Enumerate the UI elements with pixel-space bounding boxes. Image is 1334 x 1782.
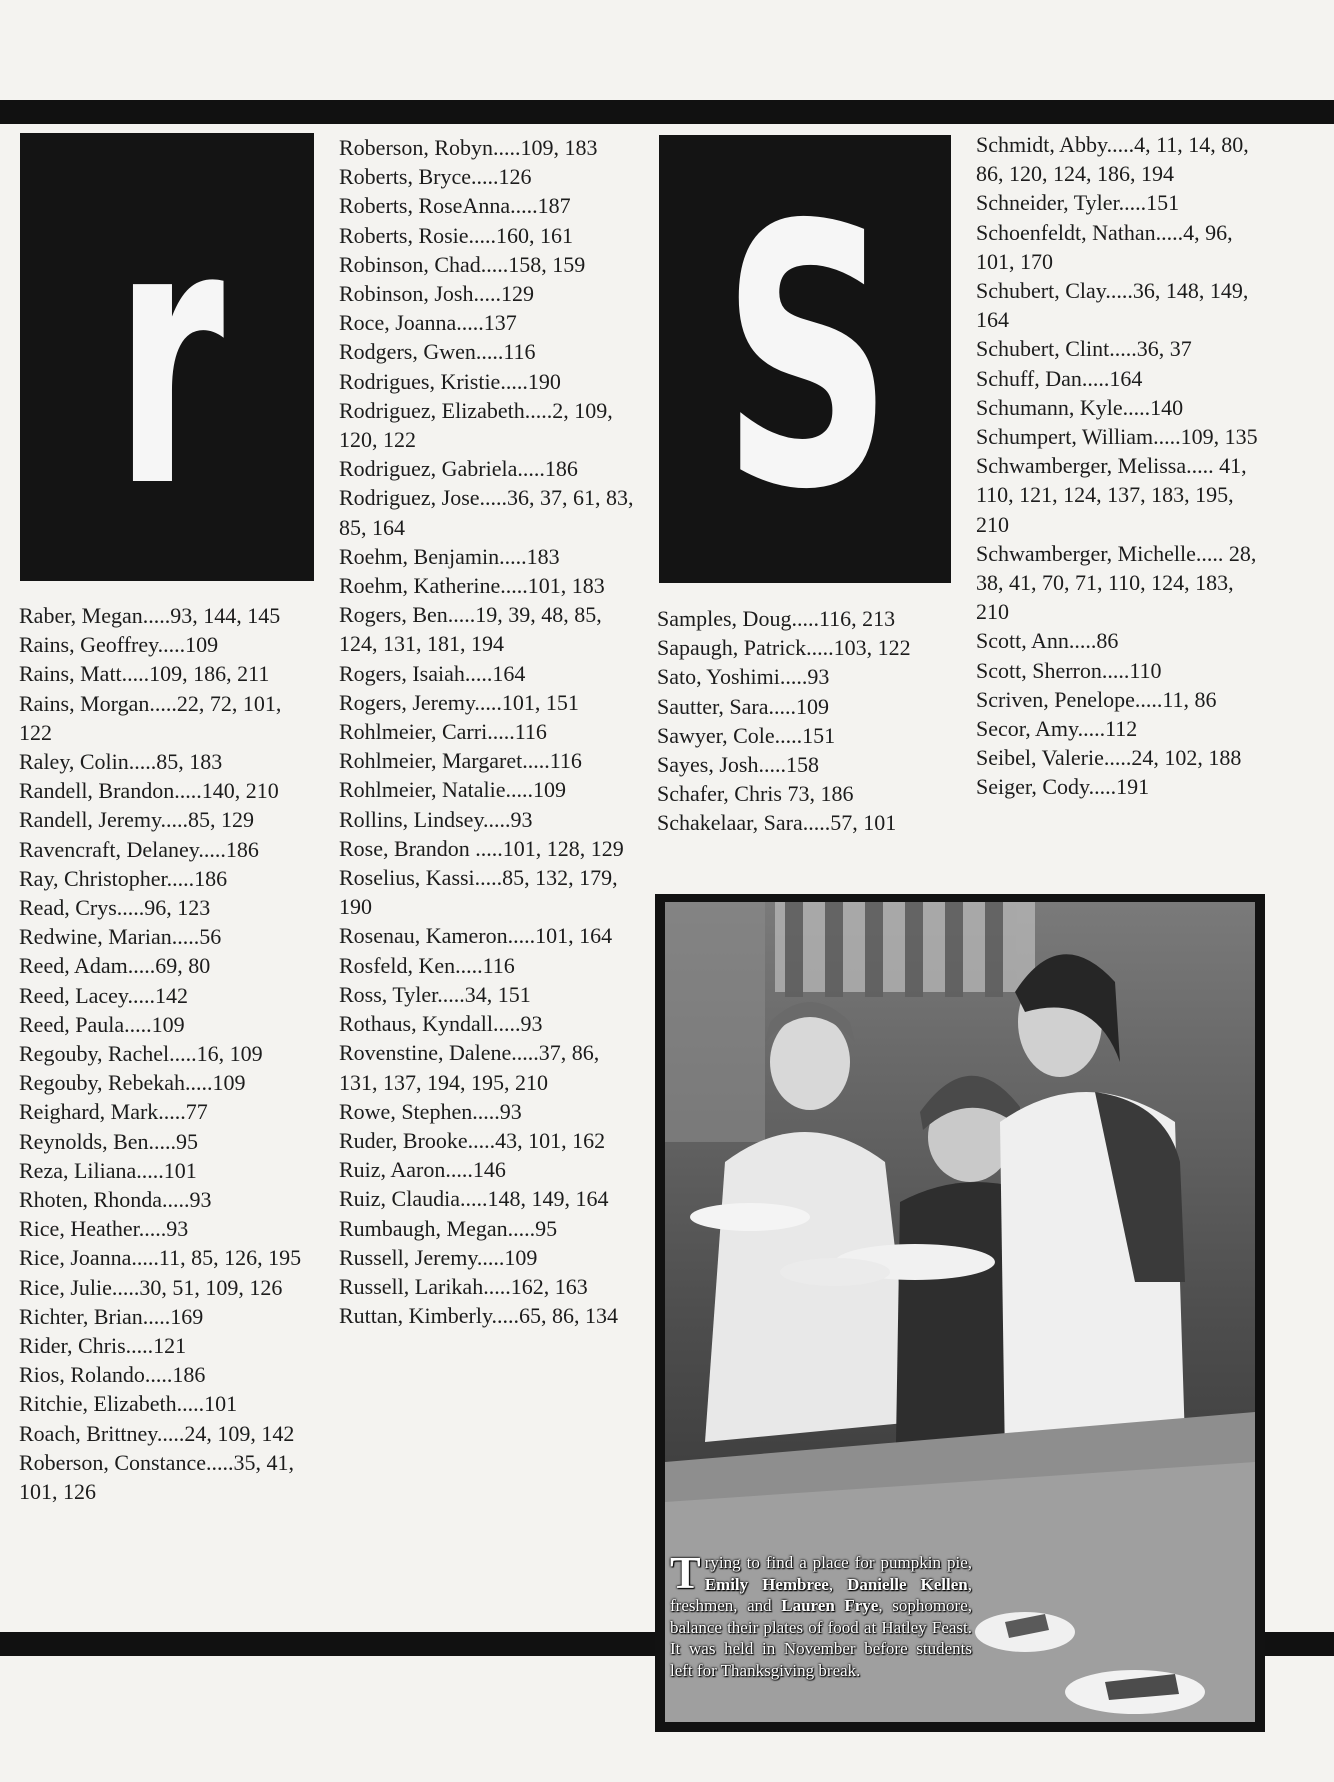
caption-drop-cap: T <box>670 1547 701 1598</box>
index-entry: Ravencraft, Delaney.....186 <box>19 836 259 862</box>
caption-text-3: , sophomore, balance their plates of food at Hatley Feast. It was held in November before students left for Thanksgiving break. <box>670 1596 972 1680</box>
index-entry: Roberson, Robyn.....109, 183 <box>339 135 598 160</box>
index-entry: Schwamberger, Michelle..... 28, 38, 41, 70, 71, 110, 124, 183, 210 <box>976 540 1257 625</box>
index-entry: Reed, Paula.....109 <box>19 1011 185 1037</box>
index-entry: Sautter, Sara.....109 <box>657 693 830 719</box>
index-entry: Sawyer, Cole.....151 <box>657 722 836 748</box>
index-entry: Russell, Jeremy.....109 <box>339 1244 538 1270</box>
index-entry: Rose, Brandon .....101, 128, 129 <box>339 835 624 861</box>
index-entry: Roach, Brittney.....24, 109, 142 <box>19 1420 295 1446</box>
index-entry: Samples, Doug.....116, 213 <box>657 606 896 631</box>
caption-text-1: rying to find a place for pumpkin pie, <box>704 1553 972 1572</box>
index-entry: Rodriguez, Elizabeth.....2, 109, 120, 122 <box>339 397 613 453</box>
index-entry: Rice, Julie.....30, 51, 109, 126 <box>19 1274 283 1300</box>
caption-name-1: Emily Hembree <box>704 1574 829 1594</box>
top-divider-bar <box>0 100 1334 124</box>
index-entry: Rice, Heather.....93 <box>19 1216 189 1242</box>
index-entry: Richter, Brian.....169 <box>19 1303 204 1329</box>
index-entry: Rovenstine, Dalene.....37, 86, 131, 137, 194, 195, 210 <box>339 1040 600 1095</box>
index-entry: Rains, Morgan.....22, 72, 101, 122 <box>19 690 282 745</box>
index-entry: Randell, Brandon.....140, 210 <box>19 778 279 804</box>
index-entry: Schakelaar, Sara.....57, 101 <box>657 810 897 836</box>
index-entry: Rothaus, Kyndall.....93 <box>339 1011 543 1037</box>
index-entry: Russell, Larikah.....162, 163 <box>339 1273 588 1299</box>
index-entry: Rains, Geoffrey.....109 <box>19 632 219 658</box>
index-entry: Ruttan, Kimberly.....65, 86, 134 <box>339 1303 619 1329</box>
index-entry: Seibel, Valerie.....24, 102, 188 <box>976 745 1242 771</box>
index-entry: Rains, Matt.....109, 186, 211 <box>19 661 270 687</box>
index-entry: Reza, Liliana.....101 <box>19 1157 197 1183</box>
index-entry: Read, Crys.....96, 123 <box>19 895 211 921</box>
index-entry: Scott, Ann.....86 <box>976 628 1119 654</box>
index-entry: Raber, Megan.....93, 144, 145 <box>19 603 281 628</box>
index-entry: Ruiz, Claudia.....148, 149, 164 <box>339 1186 609 1212</box>
index-entry: Roberts, RoseAnna.....187 <box>339 193 571 219</box>
index-entry: Roberson, Constance.....35, 41, 101, 126 <box>19 1449 294 1505</box>
index-column-3 <box>657 604 955 838</box>
section-letter-s <box>659 135 951 583</box>
index-entry: Reighard, Mark.....77 <box>19 1099 208 1125</box>
index-entry: Schumann, Kyle.....140 <box>976 394 1184 420</box>
index-entry: Ruiz, Aaron.....146 <box>339 1157 506 1183</box>
index-entry: Ross, Tyler.....34, 151 <box>339 981 531 1007</box>
index-entry: Raley, Colin.....85, 183 <box>19 749 223 775</box>
index-entry: Reed, Adam.....69, 80 <box>19 953 211 979</box>
index-entry: Sapaugh, Patrick.....103, 122 <box>657 635 911 661</box>
index-entry: Roberts, Bryce.....126 <box>339 164 532 190</box>
index-entry: Rogers, Ben.....19, 39, 48, 85, 124, 131, 181, 194 <box>339 602 602 657</box>
index-entry: Robinson, Chad.....158, 159 <box>339 251 586 277</box>
index-entry: Rogers, Jeremy.....101, 151 <box>339 689 579 715</box>
index-entry: Rodgers, Gwen.....116 <box>339 339 536 365</box>
index-entry: Roselius, Kassi.....85, 132, 179, 190 <box>339 865 618 920</box>
index-entry: Rice, Joanna.....11, 85, 126, 195 <box>19 1245 302 1271</box>
index-entry: Sato, Yoshimi.....93 <box>657 664 830 690</box>
index-entry: Schubert, Clay.....36, 148, 149, 164 <box>976 278 1249 333</box>
index-entry: Randell, Jeremy.....85, 129 <box>19 807 255 833</box>
index-entry: Rosfeld, Ken.....116 <box>339 952 515 978</box>
index-entry: Rhoten, Rhonda.....93 <box>19 1187 212 1213</box>
index-entry: Rogers, Isaiah.....164 <box>339 660 526 686</box>
index-entry: Schneider, Tyler.....151 <box>976 190 1180 216</box>
index-entry: Robinson, Josh.....129 <box>339 281 534 307</box>
index-entry: Roehm, Benjamin.....183 <box>339 543 560 569</box>
index-entry: Schumpert, William.....109, 135 <box>976 424 1258 450</box>
index-entry: Sayes, Josh.....158 <box>657 752 819 778</box>
index-entry: Roehm, Katherine.....101, 183 <box>339 573 605 599</box>
index-entry: Ruder, Brooke.....43, 101, 162 <box>339 1127 606 1153</box>
index-entry: Roberts, Rosie.....160, 161 <box>339 222 574 248</box>
section-letter-r <box>20 133 314 581</box>
caption-name-2: Danielle Kellen <box>847 1574 968 1594</box>
photo-caption <box>670 1547 972 1681</box>
index-entry: Ritchie, Elizabeth.....101 <box>19 1391 238 1417</box>
index-entry: Regouby, Rebekah.....109 <box>19 1070 246 1096</box>
index-entry: Scott, Sherron.....110 <box>976 657 1162 683</box>
index-entry: Schafer, Chris 73, 186 <box>657 781 854 807</box>
index-entry: Schoenfeldt, Nathan.....4, 96, 101, 170 <box>976 219 1233 274</box>
index-entry: Rollins, Lindsey.....93 <box>339 806 533 832</box>
index-entry: Regouby, Rachel.....16, 109 <box>19 1041 263 1067</box>
index-entry: Rumbaugh, Megan.....95 <box>339 1215 558 1241</box>
index-entry: Rodriguez, Gabriela.....186 <box>339 456 578 482</box>
index-entry: Schubert, Clint.....36, 37 <box>976 336 1192 362</box>
index-entry: Rios, Rolando.....186 <box>19 1362 206 1388</box>
index-entry: Rider, Chris.....121 <box>19 1333 187 1359</box>
letter-s-glyph: S <box>722 149 888 568</box>
index-entry: Roce, Joanna.....137 <box>339 310 517 336</box>
caption-text-2: , freshmen, and <box>670 1574 972 1615</box>
index-entry: Rosenau, Kameron.....101, 164 <box>339 923 613 949</box>
index-entry: Seiger, Cody.....191 <box>976 774 1150 800</box>
index-column-4 <box>976 130 1266 802</box>
index-entry: Reed, Lacey.....142 <box>19 982 189 1008</box>
index-entry: Ray, Christopher.....186 <box>19 865 228 891</box>
index-entry: Rohlmeier, Margaret.....116 <box>339 748 582 774</box>
index-entry: Schmidt, Abby.....4, 11, 14, 80, 86, 120, 124, 186, 194 <box>976 132 1249 187</box>
letter-r-glyph: r <box>114 147 220 566</box>
index-entry: Rodrigues, Kristie.....190 <box>339 368 561 394</box>
index-entry: Rohlmeier, Carri.....116 <box>339 719 547 745</box>
index-column-2 <box>339 133 641 1330</box>
index-entry: Schuff, Dan.....164 <box>976 365 1143 391</box>
caption-name-3: Lauren Frye <box>781 1596 879 1615</box>
index-entry: Scriven, Penelope.....11, 86 <box>976 686 1217 712</box>
index-entry: Reynolds, Ben.....95 <box>19 1128 199 1154</box>
index-column-1 <box>19 601 309 1506</box>
caption-sep-1: , <box>828 1574 848 1594</box>
index-entry: Secor, Amy.....112 <box>976 716 1138 742</box>
index-entry: Schwamberger, Melissa..... 41, 110, 121, 124, 137, 183, 195, 210 <box>976 453 1247 537</box>
index-entry: Rowe, Stephen.....93 <box>339 1098 522 1124</box>
index-entry: Rodriguez, Jose.....36, 37, 61, 83, 85, 164 <box>339 485 634 540</box>
index-entry: Rohlmeier, Natalie.....109 <box>339 777 567 803</box>
index-entry: Redwine, Marian.....56 <box>19 924 222 950</box>
